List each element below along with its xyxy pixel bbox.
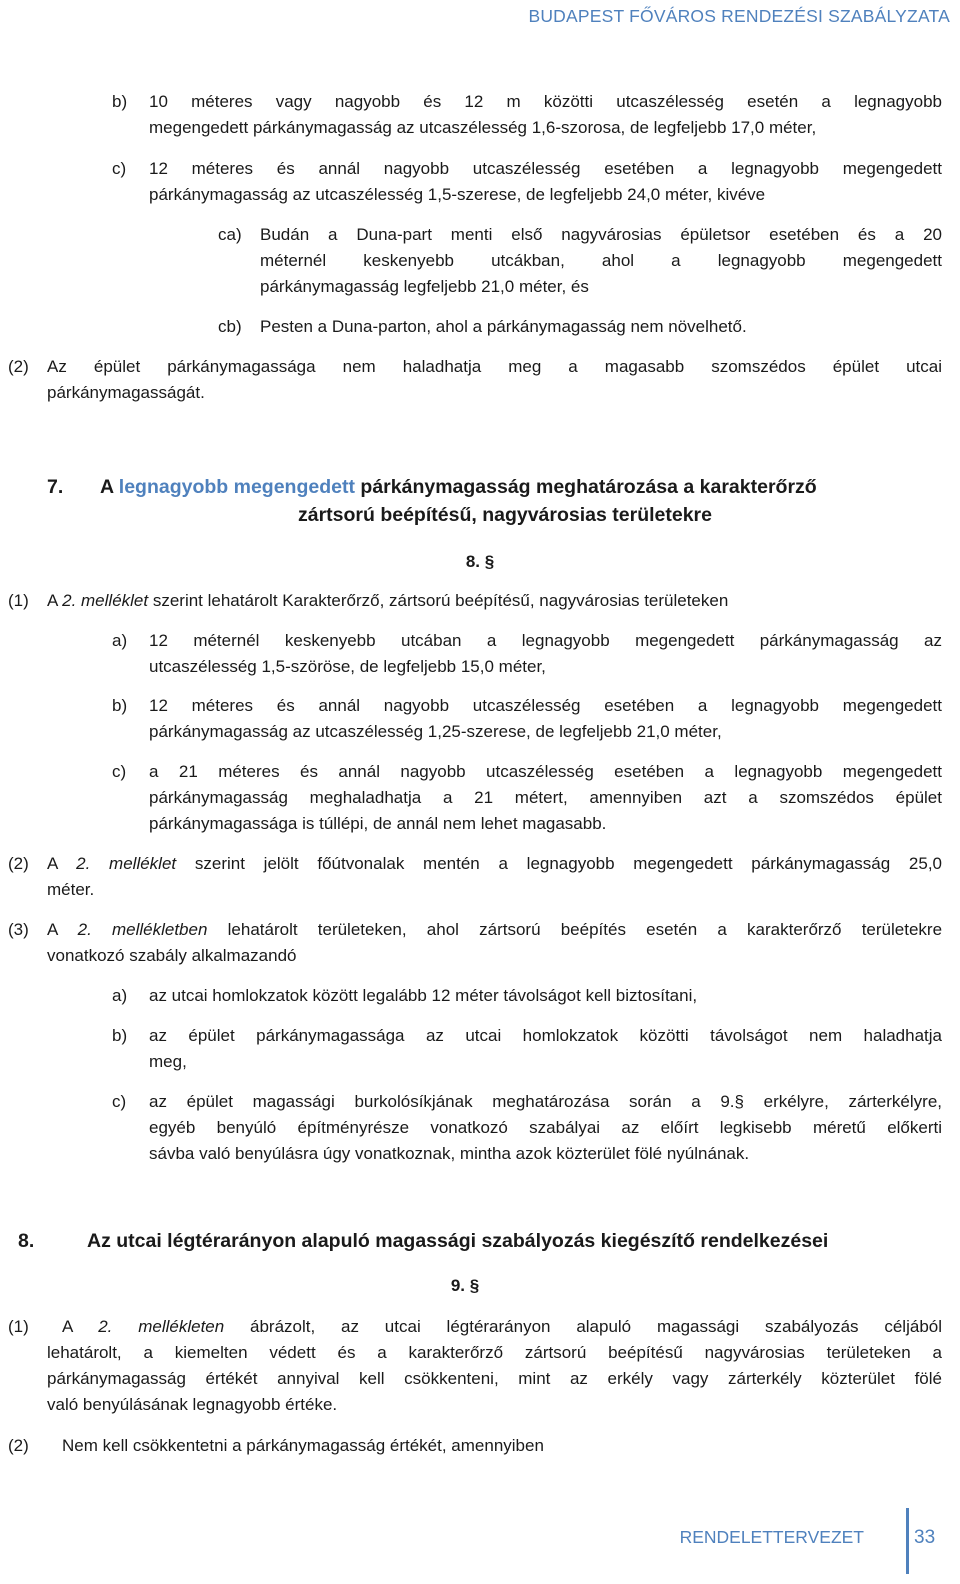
paragraph-label: (3) [8,920,29,939]
item-text: meg, [149,1052,187,1071]
paragraph-label: (2) [8,854,29,873]
item-text: párkánymagasság az utcaszélesség 1,5-szerese, de legfeljebb 24,0 méter, kivéve [149,185,766,204]
annex-reference[interactable]: 2. melléklet [76,854,177,873]
item-label: b) [112,1026,128,1045]
item-text: a 21 méteres és annál nagyobb utcaszélesség esetében a legnagyobb megengedett [149,762,942,781]
page-number: 33 [914,1527,936,1548]
paragraph-label: (1) [8,591,29,610]
paragraph-text: párkánymagasságát. [47,383,205,402]
section-title: A legnagyobb megengedett párkánymagasság meghatározása a karakterőrző [100,476,817,498]
item-text: párkánymagasság meghaladhatja a 21 métert, amennyiben azt a szomszédos épület [149,788,942,807]
item-label: a) [112,986,128,1005]
section-title-line2: zártsorú beépítésű, nagyvárosias területekre [297,504,712,526]
paragraph-text: A 2. melléklet szerint jelölt főútvonalak mentén a legnagyobb megengedett párkánymagasság 25,0 [47,854,943,873]
item-label: c) [112,159,127,178]
paragraph-text: A 2. melléklet szerint lehatárolt Karakterőrző, zártsorú beépítésű, nagyvárosias területeken [47,591,729,610]
item-label: b) [112,92,128,111]
paragraph-text: való benyúlásának legnagyobb értéke. [47,1395,338,1414]
paragraph-number: 9. § [450,1276,480,1295]
item-text: az utcai homlokzatok között legalább 12 méter távolságot kell biztosítani, [149,986,698,1005]
subitem-text: méternél keskenyebb utcákban, ahol a legnagyobb megengedett [260,251,942,270]
paragraph-text: A 2. mellékleten ábrázolt, az utcai légtérarányon alapuló magassági szabályozás céljából [62,1317,942,1336]
item-text: 10 méteres vagy nagyobb és 12 m közötti utcaszélesség esetén a legnagyobb [149,92,942,111]
paragraph-number: 8. § [465,552,495,571]
item-text: 12 méteres és annál nagyobb utcaszélesség esetében a legnagyobb megengedett [149,159,942,178]
item-text: párkánymagasság az utcaszélesség 1,25-szerese, de legfeljebb 21,0 méter, [149,722,722,741]
paragraph-text: Nem kell csökkentetni a párkánymagasság értékét, amennyiben [62,1436,544,1455]
paragraph-text: vonatkozó szabály alkalmazandó [47,946,297,965]
item-label: c) [112,762,127,781]
paragraph-label: (1) [8,1317,29,1336]
paragraph-text: Az épület párkánymagassága nem haladhatja meg a magasabb szomszédos épület utcai [47,357,942,376]
annex-reference[interactable]: 2. melléklet [62,591,149,610]
running-header: BUDAPEST FŐVÁROS RENDEZÉSI SZABÁLYZATA [528,6,950,26]
annex-reference[interactable]: 2. mellékletben [77,920,208,939]
item-label: c) [112,1092,127,1111]
item-text: 12 méteres és annál nagyobb utcaszélesség esetében a legnagyobb megengedett [149,696,942,715]
item-label: b) [112,696,128,715]
item-text: 12 méternél keskenyebb utcában a legnagyobb megengedett párkánymagasság az [149,631,942,650]
paragraph-text: méter. [47,880,95,899]
subitem-label: cb) [218,317,242,336]
paragraph-label: (2) [8,1436,29,1455]
item-label: a) [112,631,128,650]
section-number: 7. [47,476,64,498]
paragraph-label: (2) [8,357,29,376]
item-text: egyéb benyúló építményrésze vonatkozó szabályai az előírt legkisebb méretű előkerti [149,1118,942,1137]
item-text: utcaszélesség 1,5-szöröse, de legfeljebb 15,0 méter, [149,657,546,676]
subitem-label: ca) [218,225,242,244]
item-text: sávba való benyúlásra úgy vonatkoznak, mintha azok közterület fölé nyúlnának. [149,1144,750,1163]
item-text: párkánymagassága is túllépi, de annál nem lehet magasabb. [149,814,607,833]
annex-reference[interactable]: 2. mellékleten [98,1317,225,1336]
footer-divider [906,1508,909,1574]
section-number: 8. [18,1230,35,1252]
section-title: Az utcai légtérarányon alapuló magassági szabályozás kiegészítő rendelkezései [87,1230,829,1252]
item-text: az épület párkánymagassága az utcai homlokzatok közötti távolságot nem haladhatja [149,1026,942,1045]
paragraph-text: A 2. mellékletben lehatárolt területeken, ahol zártsorú beépítés esetén a karakterőrző területekre [47,920,943,939]
subitem-text: párkánymagasság legfeljebb 21,0 méter, és [260,277,589,296]
item-text: az épület magassági burkolósíkjának meghatározása során a 9.§ erkélyre, zárterkélyre, [149,1092,942,1111]
footer-label: RENDELETTERVEZET [679,1527,864,1547]
paragraph-text: lehatárolt, a kiemelten védett és a karakterőrző zártsorú beépítésű nagyvárosias területeken a [47,1343,942,1362]
paragraph-text: párkánymagasság értékét annyival kell csökkenteni, mint az erkély vagy zárterkély közterület fölé [47,1369,942,1388]
subitem-text: Pesten a Duna-parton, ahol a párkánymagasság nem növelhető. [260,317,747,336]
item-text: megengedett párkánymagasság az utcaszélesség 1,6-szorosa, de legfeljebb 17,0 méter, [149,118,817,137]
subitem-text: Budán a Duna-part menti első nagyvárosias épületsor esetében és a 20 [260,225,942,244]
